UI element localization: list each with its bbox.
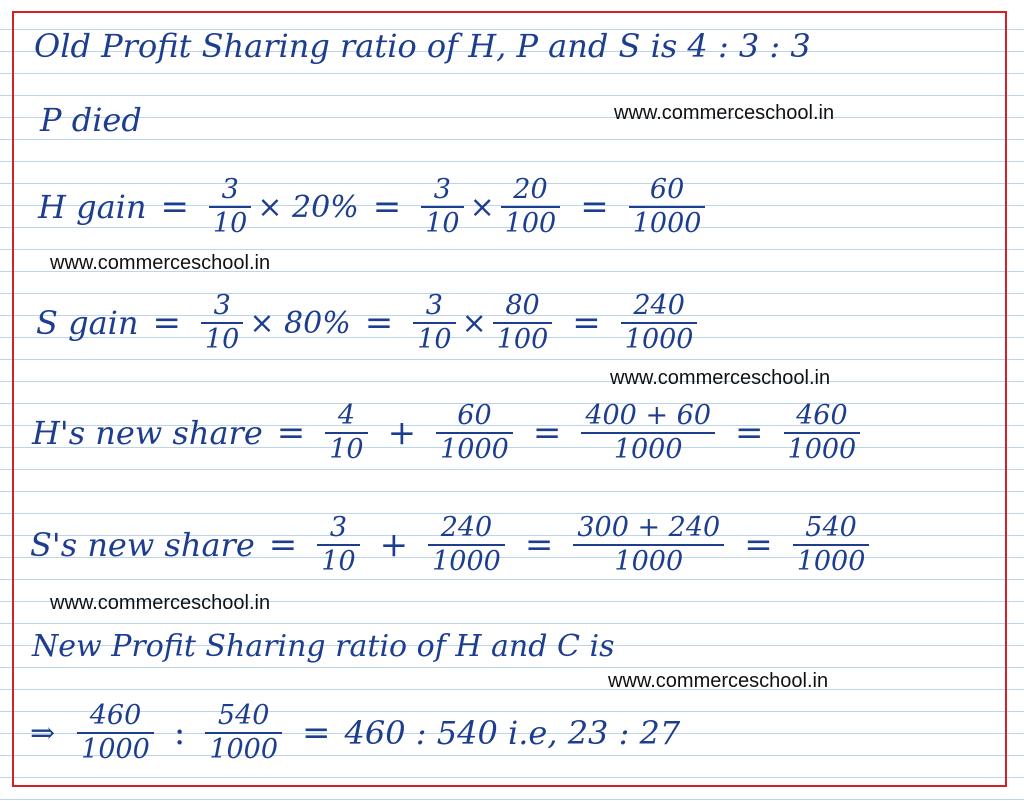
colon-sign: :	[173, 713, 186, 754]
watermark-3: www.commerceschool.in	[610, 367, 831, 389]
page-border	[12, 11, 1007, 787]
numerator: 3	[329, 512, 348, 543]
h-gain-fraction-2	[421, 176, 463, 239]
numerator: 80	[505, 290, 540, 321]
equals-sign: =	[580, 187, 609, 228]
h-new-fraction-2	[436, 402, 513, 465]
s-new-share-label: S's new share	[30, 526, 255, 565]
h-new-share-row	[32, 402, 866, 465]
s-gain-result	[621, 292, 698, 355]
numerator: 60	[457, 400, 492, 431]
s-new-result	[793, 514, 870, 577]
equals-sign: =	[364, 303, 394, 344]
watermark-1: www.commerceschool.in	[614, 102, 835, 124]
numerator: 20	[513, 174, 548, 205]
denominator: 1000	[613, 434, 683, 466]
denominator: 10	[425, 208, 460, 240]
final-fraction-2	[205, 702, 282, 765]
times-sign: ×	[461, 305, 487, 341]
denominator: 1000	[614, 546, 684, 578]
denominator: 1000	[796, 546, 866, 578]
denominator: 10	[329, 434, 364, 466]
plus-sign: +	[387, 413, 417, 454]
h-new-fraction-1	[325, 402, 367, 465]
s-gain-fraction-2	[413, 292, 455, 355]
denominator: 1000	[632, 208, 702, 240]
equals-sign: =	[572, 303, 601, 344]
denominator: 10	[205, 324, 240, 356]
equals-sign: =	[152, 303, 181, 344]
denominator: 1000	[440, 434, 509, 466]
denominator: 100	[504, 208, 557, 240]
numerator: 4	[337, 400, 356, 431]
numerator: 60	[649, 174, 685, 205]
s-gain-percent: × 80%	[249, 305, 351, 341]
numerator: 540	[217, 700, 270, 731]
h-new-share-label: H's new share	[32, 414, 263, 453]
final-fraction-1	[77, 702, 154, 765]
new-ratio-heading: New Profit Sharing ratio of H and C is	[32, 629, 615, 664]
s-gain-fraction-1	[201, 292, 243, 355]
h-new-result	[784, 402, 861, 465]
times-sign: ×	[469, 189, 495, 225]
denominator: 1000	[209, 734, 279, 766]
equals-sign: =	[735, 413, 764, 454]
denominator: 10	[417, 324, 452, 356]
denominator: 1000	[787, 434, 857, 466]
watermark-4: www.commerceschool.in	[50, 592, 271, 614]
denominator: 10	[321, 546, 356, 578]
equals-sign: =	[276, 413, 306, 454]
h-gain-fraction-3	[501, 176, 561, 239]
equals-sign: =	[302, 713, 331, 754]
numerator: 3	[433, 174, 451, 205]
denominator: 1000	[624, 324, 694, 356]
denominator: 10	[212, 208, 248, 240]
equals-sign: =	[268, 525, 298, 566]
h-new-fraction-3	[581, 402, 715, 465]
equals-sign: =	[524, 525, 554, 566]
h-gain-row	[38, 176, 711, 239]
denominator: 1000	[432, 546, 501, 578]
numerator: 240	[440, 512, 493, 543]
s-new-fraction-1	[317, 514, 359, 577]
final-ratio-row	[30, 702, 680, 765]
equals-sign: =	[372, 187, 402, 228]
numerator: 3	[221, 174, 239, 205]
numerator: 400 + 60	[585, 400, 712, 431]
numerator: 460	[89, 700, 142, 731]
s-new-fraction-2	[428, 514, 505, 577]
s-gain-label: S gain	[36, 304, 139, 343]
numerator: 540	[805, 512, 857, 543]
final-result: 460 : 540 i.e, 23 : 27	[344, 714, 681, 753]
p-died-text: P died	[40, 101, 142, 139]
s-new-share-row	[30, 514, 875, 577]
watermark-5: www.commerceschool.in	[608, 670, 829, 692]
watermark-2: www.commerceschool.in	[50, 252, 271, 274]
h-gain-percent: × 20%	[257, 189, 359, 225]
implies-arrow-icon: ⇒	[30, 715, 56, 751]
numerator: 3	[425, 290, 443, 321]
s-gain-row	[36, 292, 703, 355]
equals-sign: =	[532, 413, 562, 454]
numerator: 460	[796, 400, 848, 431]
old-ratio-heading: Old Profit Sharing ratio of H, P and S is 4 : 3 : 3	[34, 27, 811, 65]
numerator: 300 + 240	[577, 512, 721, 543]
numerator: 240	[633, 290, 685, 321]
h-gain-label: H gain	[38, 188, 147, 227]
h-gain-fraction-1	[209, 176, 251, 239]
equals-sign: =	[160, 187, 189, 228]
s-gain-fraction-3	[493, 292, 553, 355]
denominator: 1000	[81, 734, 150, 766]
equals-sign: =	[744, 525, 773, 566]
numerator: 3	[213, 290, 231, 321]
plus-sign: +	[379, 525, 409, 566]
denominator: 100	[496, 324, 549, 356]
s-new-fraction-3	[573, 514, 724, 577]
h-gain-result	[629, 176, 706, 239]
